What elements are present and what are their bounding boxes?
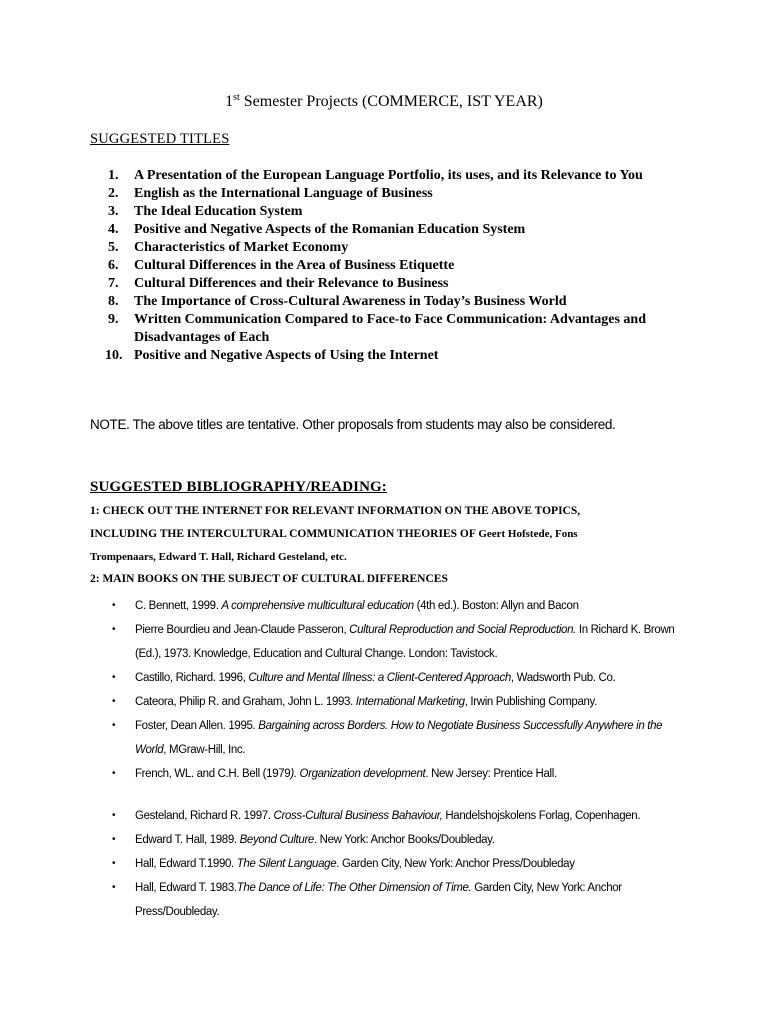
item-text: The Ideal Education System (134, 204, 303, 219)
reference-item (112, 618, 682, 666)
item-number: 2. (108, 186, 119, 201)
title-text: Semester Projects (COMMERCE, IST YEAR) (239, 93, 543, 110)
list-item (90, 185, 670, 203)
item-text: Cultural Differences and their Relevance to Business (134, 276, 449, 291)
reference-item (112, 828, 682, 852)
item-number: 1. (108, 168, 119, 183)
reference-text: French, WL. and C.H. Bell (1979 (135, 768, 291, 780)
bullet-icon: • (112, 810, 116, 821)
reference-item (112, 594, 682, 618)
reference-text: , Wadsworth Pub. Co. (510, 672, 616, 684)
bullet-icon: • (112, 624, 116, 635)
list-item (90, 347, 670, 365)
reference-title: International Marketing (355, 696, 465, 708)
bibliography-line-3 (90, 551, 690, 563)
reference-text: . New Jersey: Prentice Hall. (425, 768, 557, 780)
reference-list (112, 594, 682, 924)
reference-text: , MGraw-Hill, Inc. (163, 744, 246, 756)
reference-title: The Dance of Life: The Other Dimension of Time. (236, 882, 472, 894)
reference-text: Edward T. Hall, 1989. (135, 834, 240, 846)
reference-text: . Garden City, New York: Anchor Press/Doubleday (336, 858, 575, 870)
reference-text: , Irwin Publishing Company. (464, 696, 597, 708)
reference-title: Cultural Reproduction and Social Reproduction. (349, 624, 576, 636)
reference-text: Hall, Edward T.1990. (135, 858, 237, 870)
suggested-titles-list (90, 167, 670, 365)
item-text: Positive and Negative Aspects of Using the Internet (134, 348, 439, 363)
reference-text: Gesteland, Richard R. 1997. (135, 810, 274, 822)
list-item (90, 293, 670, 311)
list-item (90, 257, 670, 275)
list-item (90, 203, 670, 221)
reference-title: A comprehensive multicultural education (221, 600, 414, 612)
reference-title: Beyond Culture (239, 834, 314, 846)
suggested-titles-heading: SUGGESTED TITLES (90, 131, 230, 147)
item-text: Positive and Negative Aspects of the Romanian Education System (134, 222, 526, 237)
item-text: The Importance of Cross-Cultural Awareness in Today’s Business World (134, 294, 567, 309)
reference-item (112, 876, 682, 924)
bullet-icon: • (112, 768, 116, 779)
item-number: 5. (108, 240, 119, 255)
list-item (90, 239, 670, 257)
reference-title: Bargaining across Borders. How to Negotiate Business Successfully Anywhere in the World (135, 720, 663, 756)
item-number: 7. (108, 276, 119, 291)
reference-title: Cross-Cultural Business Bahaviour, (273, 810, 443, 822)
bibliography-line-1: 1: CHECK OUT THE INTERNET FOR RELEVANT INFORMATION ON THE ABOVE TOPICS, (90, 505, 581, 517)
reference-text: Pierre Bourdieu and Jean-Claude Passeron, (135, 624, 350, 636)
item-number: 3. (108, 204, 119, 219)
list-item (90, 167, 670, 185)
reference-item (112, 852, 682, 876)
reference-text: Foster, Dean Allen. 1995. (135, 720, 259, 732)
list-item (90, 311, 670, 347)
item-number: 10. (105, 348, 123, 363)
bullet-icon: • (112, 882, 116, 893)
reference-title: The Silent Language (236, 858, 337, 870)
page-title (0, 92, 768, 111)
bullet-icon: • (112, 672, 116, 683)
reference-text: . New York: Anchor Books/Doubleday. (313, 834, 495, 846)
bullet-icon: • (112, 858, 116, 869)
bibliography-heading: SUGGESTED BIBLIOGRAPHY/READING: (90, 479, 387, 495)
reference-text: Cateora, Philip R. and Graham, John L. 1993. (135, 696, 356, 708)
bibliography-line-2 (90, 528, 690, 540)
bibliography-line-2-caps: INCLUDING THE INTERCULTURAL COMMUNICATION THEORIES OF (90, 528, 479, 540)
reference-text: C. Bennett, 1999. (135, 600, 222, 612)
item-text: Cultural Differences in the Area of Business Etiquette (134, 258, 455, 273)
reference-text: Castillo, Richard. 1996, (135, 672, 249, 684)
bullet-icon: • (112, 696, 116, 707)
reference-text: (4th ed.). Boston: Allyn and Bacon (413, 600, 579, 612)
reference-text: Garden City, New York: Anchor Press/Doubleday. (135, 882, 622, 918)
title-superscript: st (233, 92, 240, 103)
item-text: A Presentation of the European Language Portfolio, its uses, and its Relevance to You (134, 168, 643, 183)
reference-text: In Richard K. Brown (Ed.), 1973. Knowledge, Education and Cultural Change. London: Tavistock. (135, 624, 675, 660)
bibliography-line-4: 2: MAIN BOOKS ON THE SUBJECT OF CULTURAL DIFFERENCES (90, 573, 448, 585)
reference-item (112, 714, 682, 762)
title-number: 1 (225, 93, 234, 110)
item-text: English as the International Language of Business (134, 186, 433, 201)
note-text: NOTE. The above titles are tentative. Other proposals from students may also be considered. (90, 417, 616, 432)
item-text: Characteristics of Market Economy (134, 240, 349, 255)
reference-item (112, 666, 682, 690)
item-number: 9. (108, 312, 119, 327)
item-number: 4. (108, 222, 119, 237)
item-text: Written Communication Compared to Face-to Face Communication: Advantages and Disadvantages of Each (134, 312, 647, 345)
list-item (90, 275, 670, 293)
reference-text: Handelshojskolens Forlag, Copenhagen. (442, 810, 641, 822)
item-number: 8. (108, 294, 119, 309)
reference-text: Hall, Edward T. 1983. (135, 882, 237, 894)
bibliography-line-2-names: Geert Hofstede, Fons (478, 528, 578, 540)
item-number: 6. (108, 258, 119, 273)
reference-item (112, 762, 682, 786)
reference-item (112, 804, 682, 828)
reference-title: Culture and Mental Illness: a Client-Centered Approach (248, 672, 511, 684)
spacer (112, 786, 682, 804)
bibliography-line-3-names: Trompenaars, Edward T. Hall, Richard Gesteland, etc. (90, 551, 347, 563)
bullet-icon: • (112, 600, 116, 611)
reference-title: ). Organization development (290, 768, 426, 780)
bullet-icon: • (112, 834, 116, 845)
bullet-icon: • (112, 720, 116, 731)
list-item (90, 221, 670, 239)
reference-item (112, 690, 682, 714)
